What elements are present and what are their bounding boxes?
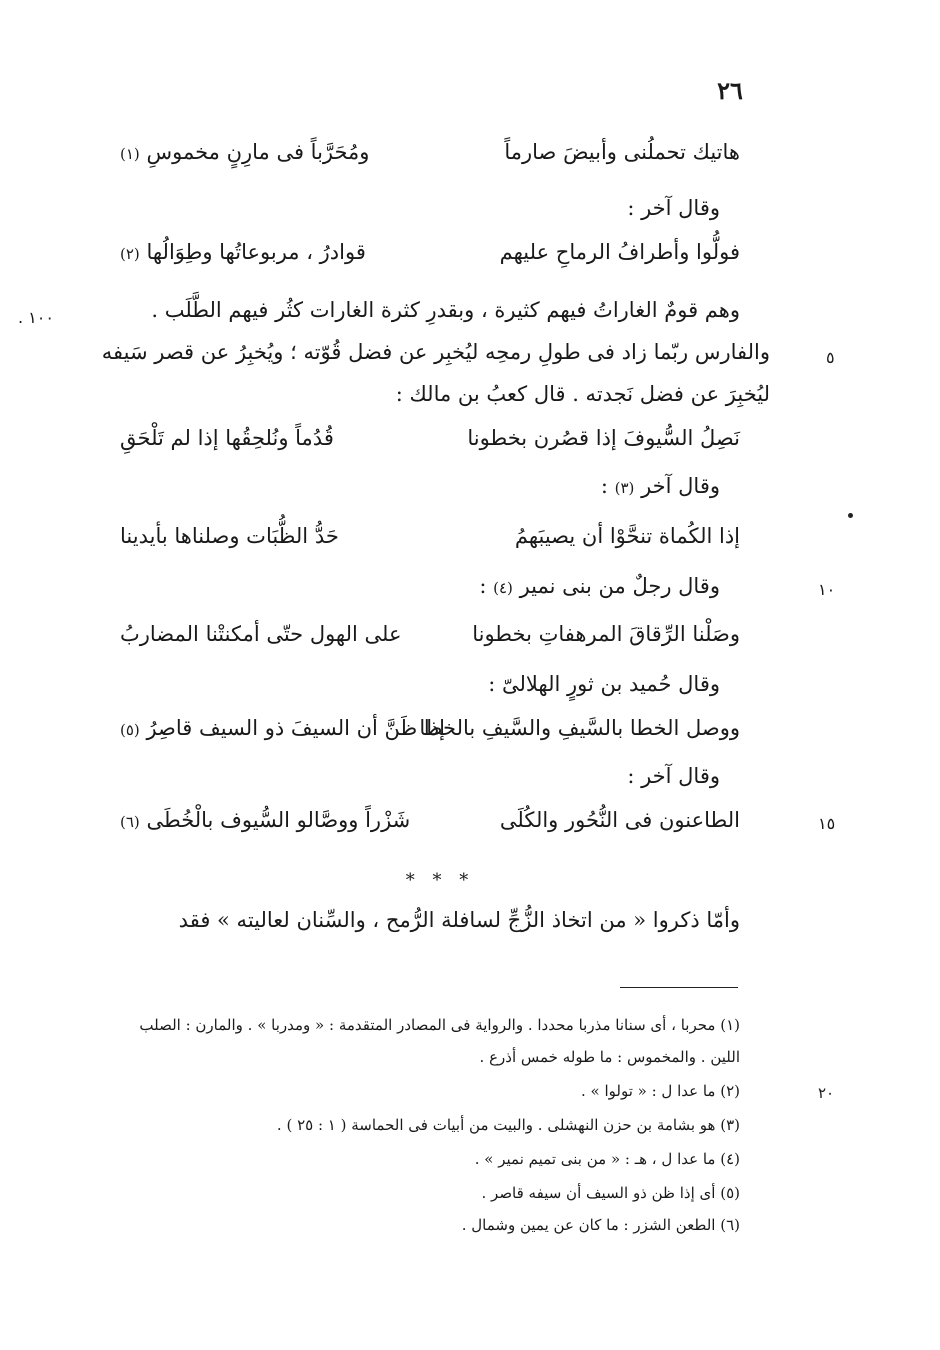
verse-6-second-hemistich — [120, 716, 445, 740]
intro-4-text: وقال آخر — [641, 474, 720, 498]
footnote-5: (٥) أى إذا ظن ذو السيف أن سيفه قاصر . — [481, 1184, 740, 1202]
verse-6 — [120, 716, 740, 752]
footnote-6: (٦) الطعن الشزر : ما كان عن يمين وشمال . — [461, 1216, 740, 1234]
margin-number-15: ١٥ — [818, 814, 836, 833]
verse-5-first-hemistich: وصَلْنا الرِّقاقَ المرهفاتِ بخطونا — [472, 622, 740, 646]
verse-1-text: ومُحَرَّباً فى مارِنٍ مخموسِ — [146, 140, 370, 164]
verse-1-first-hemistich: هاتيك تحملُنى وأبيضَ صارماً — [504, 140, 740, 164]
footnote-ref-3: (٣) — [614, 479, 635, 497]
intro-line-4 — [601, 474, 720, 498]
verse-4 — [120, 524, 740, 560]
intro-line-2: وقال آخر : — [627, 196, 720, 220]
intro-line-5 — [479, 574, 720, 598]
intro-line-7: وقال آخر : — [627, 764, 720, 788]
intro-5-text: وقال رجلٌ من بنى نمير — [519, 574, 720, 598]
verse-2-first-hemistich: فولُّوا وأطرافُ الرماحِ عليهم — [499, 240, 740, 264]
footnote-ref-1: (١) — [120, 145, 140, 163]
footnote-2: (٢) ما عدا ل : « تولوا » . — [581, 1082, 740, 1100]
footnote-1: (١) محربا ، أى سنانا مذربا محددا . والرواية فى المصادر المتقدمة : « ومدربا » . والمارن : الصلب — [139, 1016, 740, 1034]
margin-number-5: ٥ — [826, 348, 835, 367]
footnote-ref-4: (٤) — [493, 579, 513, 597]
verse-6-first-hemistich: ووصل الخطا بالسَّيفِ والسَّيفِ بالخطا — [419, 716, 740, 740]
verse-1-second-hemistich — [120, 140, 369, 164]
footnote-ref-6: (٦) — [120, 813, 140, 831]
margin-number-100: ١٠٠ . — [18, 308, 54, 327]
verse-1 — [120, 140, 740, 176]
verse-4-first-hemistich: إذا الكُماة تنحَّوْا أن يصيبَهمُ — [514, 524, 740, 548]
margin-number-10: ١٠ — [818, 580, 836, 599]
page-number: ٢٦ — [717, 76, 743, 105]
verse-2-text: قوادرُ ، مربوعاتُها وطِوَالُها — [146, 240, 366, 264]
intro-line-6: وقال حُميد بن ثورٍ الهلالىّ : — [488, 672, 720, 696]
intro-5-colon: : — [479, 574, 487, 598]
footnote-ref-2: (٢) — [120, 245, 140, 263]
section-ornament: * * * — [405, 870, 475, 891]
verse-6-text: إذا ظَنَّ أن السيفَ ذو السيف قاصِرُ — [146, 716, 445, 740]
footnote-4: (٤) ما عدا ل ، هـ : « من بنى تميم نمير » . — [474, 1150, 740, 1168]
verse-3-first-hemistich: نَصِلُ السُّيوفَ إذا قصُرن بخطونا — [467, 426, 740, 450]
prose-line-1: وهم قومٌ الغاراتُ فيهم كثيرة ، وبقدرِ كثرة الغارات كثُر فيهم الطَّلَب . — [151, 298, 740, 322]
verse-7 — [120, 808, 740, 844]
footnote-separator — [620, 987, 738, 988]
footnote-3: (٣) هو بشامة بن حزن النهشلى . والبيت من أبيات فى الحماسة ( ١ : ٢٥ ) . — [276, 1116, 740, 1134]
verse-7-first-hemistich: الطاعنون فى النُّحُور والكُلَى — [499, 808, 740, 832]
verse-3 — [120, 426, 740, 462]
verse-5-second-hemistich: على الهول حتّى أمكنتْنا المضاربُ — [120, 622, 402, 646]
intro-4-colon: : — [600, 474, 608, 498]
verse-4-second-hemistich: حَدُّ الظُّبَات وصلناها بأيدينا — [120, 524, 339, 548]
stray-mark — [848, 513, 853, 518]
footnote-1-continued: اللين . والمخموس : ما طوله خمس أذرع . — [479, 1048, 740, 1066]
prose-line-3: ليُخبِرَ عن فضل نَجدته . قال كعبُ بن مالك : — [395, 382, 770, 406]
footnote-ref-5: (٥) — [120, 721, 140, 739]
verse-3-second-hemistich: قُدُماً ونُلحِقُها إذا لم تَلْحَقِ — [120, 426, 334, 450]
verse-7-text: شَزْراً ووصَّالو السُّيوف بالْخُطَى — [146, 808, 411, 832]
prose-line-2: والفارس ربّما زاد فى طولِ رمحِه ليُخبِر عن فضل قُوّته ؛ ويُخبِرُ عن قصر سَيفه — [101, 340, 770, 364]
final-prose-line: وأمّا ذكروا « من اتخاذ الزُّجِّ لسافلة الرُّمح ، والسِّنان لعاليته » فقد — [178, 908, 740, 932]
verse-7-second-hemistich — [120, 808, 410, 832]
verse-2-second-hemistich — [120, 240, 366, 264]
verse-2 — [120, 240, 740, 276]
verse-5 — [120, 622, 740, 658]
margin-number-20: ٢٠ — [818, 1084, 835, 1102]
